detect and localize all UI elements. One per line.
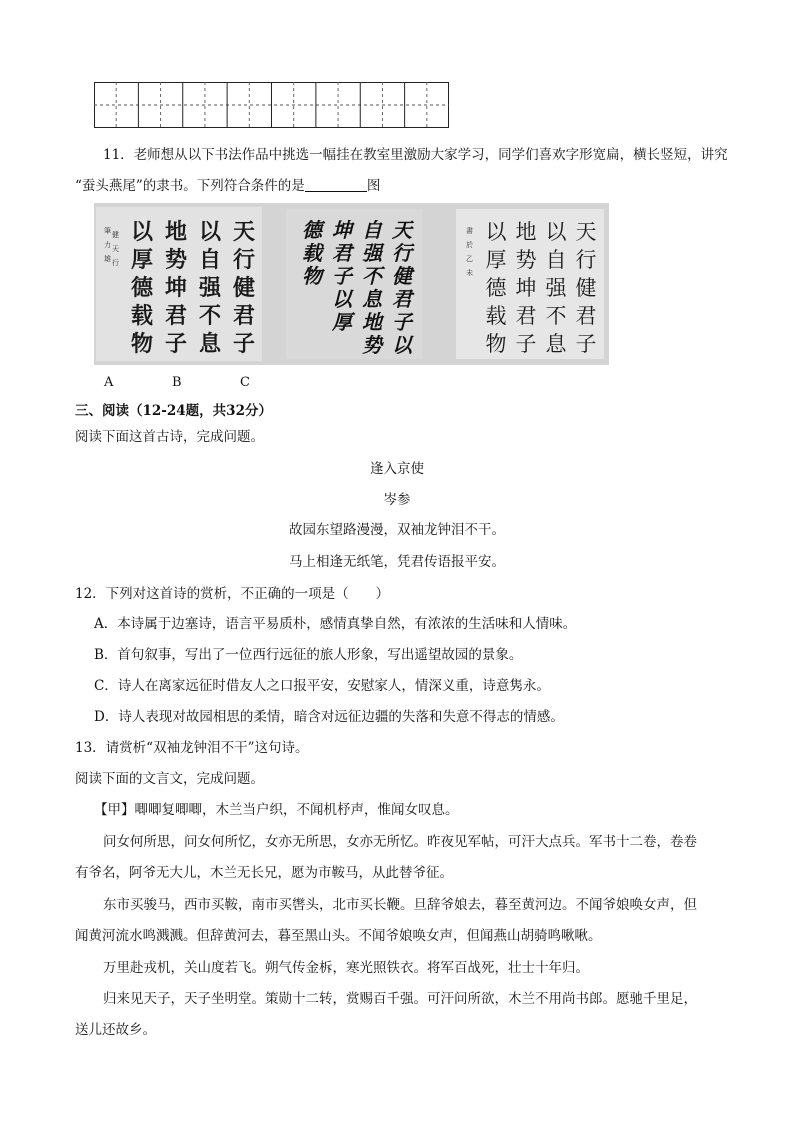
panel-c-glyph: 健	[575, 276, 597, 300]
panel-a-glyph: 君	[164, 303, 188, 329]
panel-b-glyph: 厚	[332, 310, 352, 334]
calligraphy-panel-c	[454, 203, 606, 365]
panel-b-glyph: 德	[302, 218, 322, 242]
panel-a-glyph: 强	[198, 275, 222, 301]
panel-b-glyph: 子	[392, 310, 412, 334]
q12-option-a[interactable]: A．本诗属于边塞诗，语言平易质朴，感情真挚自然，有浓浓的生活味和人情味。	[94, 616, 577, 632]
panel-c-glyph: 子	[515, 332, 537, 356]
panel-c-glyph: 以	[545, 220, 567, 244]
passage-line-3: 有爷名，阿爷无大儿，木兰无长兄，愿为市鞍马，从此替爷征。	[75, 865, 453, 881]
poem-line-1: 故园东望路漫漫，双袖龙钟泪不干。	[289, 522, 505, 538]
panel-c-glyph: 不	[545, 304, 567, 328]
panel-b-glyph: 自	[362, 218, 382, 242]
panel-c-glyph: 势	[515, 248, 537, 272]
panel-c-glyph: 以	[485, 220, 507, 244]
panel-b-glyph: 以	[332, 287, 352, 311]
q11-answer-blank[interactable]	[305, 177, 367, 192]
panel-b-glyph: 不	[362, 264, 382, 288]
panel-a-glyph: 坤	[164, 275, 188, 301]
option-label-c: C	[240, 375, 250, 390]
q12-stem: 12．下列对这首诗的赏析，不正确的一项是（ ）	[75, 586, 390, 602]
panel-c-glyph: 载	[485, 304, 507, 328]
poem-intro: 阅读下面这首古诗，完成问题。	[75, 429, 264, 445]
panel-b-glyph: 势	[362, 333, 382, 357]
panel-b-glyph: 健	[392, 264, 412, 288]
panel-b-glyph: 行	[392, 241, 412, 265]
panel-b-glyph: 物	[302, 264, 322, 288]
panel-b-glyph: 天	[392, 218, 412, 242]
q12-option-c[interactable]: C．诗人在离家远征时借友人之口报平安，安慰家人，情深义重，诗意隽永。	[94, 678, 550, 694]
panel-a-glyph: 息	[198, 331, 222, 357]
q12-option-d[interactable]: D．诗人表现对故园相思的柔情，暗含对远征边疆的失落和失意不得志的情感。	[94, 709, 564, 725]
panel-c-glyph: 强	[545, 276, 567, 300]
panel-b-glyph: 君	[332, 241, 352, 265]
passage-line-2: 问女何所思，问女何所忆，女亦无所思，女亦无所忆。昨夜见军帖，可汗大点兵。军书十二卷，卷卷	[103, 834, 697, 850]
svg-text:雄: 雄	[104, 255, 111, 263]
q11-stem-line1: 11．老师想从以下书法作品中挑选一幅挂在教室里激励大家学习，同学们喜欢字形宽扁，横长竖短，讲究	[103, 147, 728, 163]
panel-c-glyph: 君	[575, 304, 597, 328]
passage-line-1: 【甲】唧唧复唧唧，木兰当户织，不闻机杼声，惟闻女叹息。	[94, 802, 459, 818]
panel-c-glyph: 自	[545, 248, 567, 272]
svg-text:書: 書	[466, 227, 473, 235]
poem-line-2: 马上相逢无纸笔，凭君传语报平安。	[289, 554, 505, 570]
q11-stem-line2	[75, 177, 380, 195]
svg-text:行: 行	[112, 259, 119, 267]
section-heading: 三、阅读（12-24题，共32分）	[75, 403, 272, 419]
svg-text:未: 未	[466, 269, 473, 277]
calligraphy-panel-b	[284, 203, 424, 365]
passage-line-6: 万里赴戎机，关山度若飞。朔气传金柝，寒光照铁衣。将军百战死，壮士十年归。	[103, 960, 589, 976]
svg-text:力: 力	[104, 241, 111, 249]
panel-c-glyph: 厚	[485, 248, 507, 272]
panel-c-glyph: 行	[575, 248, 597, 272]
q13-stem: 13．请赏析“双袖龙钟泪不干”这句诗。	[75, 740, 309, 756]
passage-line-8: 送儿还故乡。	[75, 1022, 156, 1038]
calligraphy-image-strip	[94, 203, 609, 365]
option-label-b: B	[172, 375, 182, 390]
option-label-a: A	[104, 375, 114, 390]
panel-a-glyph: 厚	[130, 247, 154, 273]
svg-text:於: 於	[466, 241, 473, 249]
panel-c-glyph: 子	[575, 332, 597, 356]
panel-b-glyph: 地	[362, 310, 382, 334]
q12-option-b[interactable]: B．首句叙事，写出了一位西行远征的旅人形象，写出遥望故园的景象。	[94, 647, 523, 663]
panel-b-glyph: 载	[302, 241, 322, 265]
panel-a-glyph: 自	[198, 247, 222, 273]
panel-c-glyph: 德	[485, 276, 507, 300]
panel-a-glyph: 物	[130, 331, 154, 357]
panel-b-glyph: 以	[392, 333, 412, 357]
svg-text:天: 天	[112, 245, 119, 253]
panel-a-glyph: 行	[232, 247, 256, 273]
calligraphy-panel-a	[94, 203, 264, 365]
panel-a-glyph: 载	[130, 303, 154, 329]
passage-line-5: 闻黄河流水鸣溅溅。但辞黄河去，暮至黑山头。不闻爷娘唤女声，但闻燕山胡骑鸣啾啾。	[75, 928, 602, 944]
panel-a-glyph: 健	[232, 275, 256, 301]
panel-b-glyph: 强	[362, 241, 382, 265]
passage-line-4: 东市买骏马，西市买鞍，南市买辔头，北市买长鞭。旦辞爷娘去，暮至黄河边。不闻爷娘唤女声，但	[103, 897, 697, 913]
classical-intro: 阅读下面的文言文，完成问题。	[75, 771, 264, 787]
panel-a-glyph: 地	[164, 219, 188, 245]
q11-stem-suffix: 图	[366, 178, 381, 194]
panel-a-glyph: 以	[198, 219, 222, 245]
panel-b-glyph: 息	[362, 287, 382, 311]
panel-c-glyph: 息	[545, 332, 567, 356]
passage-line-7: 归来见天子，天子坐明堂。策勋十二转，赏赐百千强。可汗问所欲，木兰不用尚书郎。愿驰千里足，	[103, 991, 697, 1007]
panel-b-glyph: 君	[392, 287, 412, 311]
svg-text:筆: 筆	[104, 227, 111, 235]
q11-stem-text: “蚕头燕尾”的隶书。下列符合条件的是	[75, 178, 305, 194]
panel-a-glyph: 不	[198, 303, 222, 329]
panel-a-glyph: 德	[130, 275, 154, 301]
svg-text:健: 健	[112, 231, 119, 239]
panel-a-glyph: 子	[232, 331, 256, 357]
panel-b-glyph: 子	[332, 264, 352, 288]
poem-author: 岑参	[383, 492, 411, 508]
panel-c-glyph: 地	[515, 220, 537, 244]
panel-a-glyph: 以	[130, 219, 154, 245]
panel-a-glyph: 子	[164, 331, 188, 357]
panel-c-glyph: 君	[515, 304, 537, 328]
svg-text:乙: 乙	[466, 255, 473, 263]
panel-a-glyph: 势	[164, 247, 188, 273]
poem-title: 逢入京使	[370, 461, 424, 477]
panel-c-glyph: 坤	[515, 276, 537, 300]
answer-writing-grid	[94, 82, 449, 128]
panel-c-glyph: 物	[485, 332, 507, 356]
panel-a-glyph: 君	[232, 303, 256, 329]
panel-a-glyph: 天	[232, 219, 256, 245]
panel-c-glyph: 天	[575, 220, 597, 244]
panel-b-glyph: 坤	[332, 218, 352, 242]
